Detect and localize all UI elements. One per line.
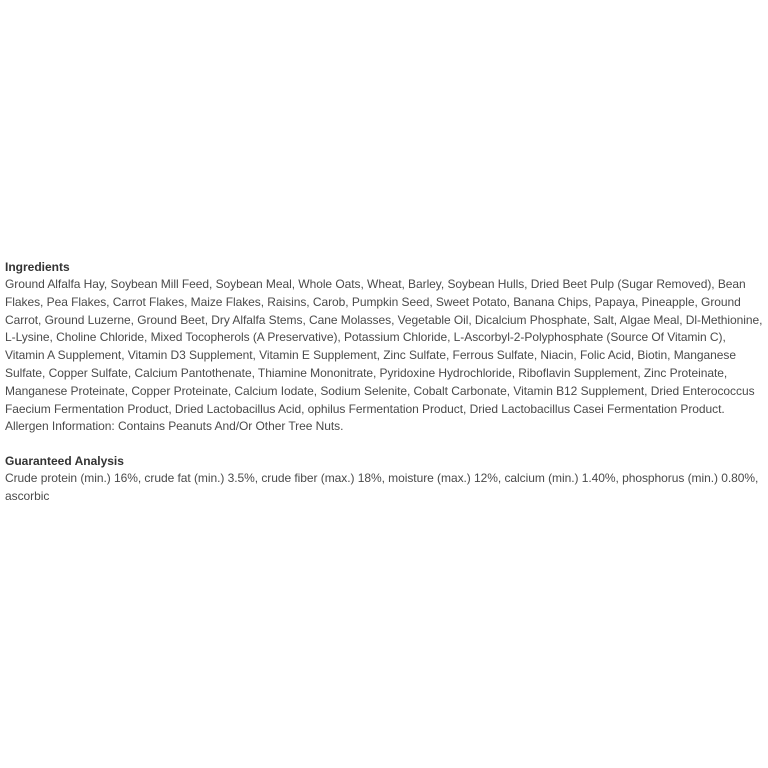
guaranteed-analysis-heading: Guaranteed Analysis [5,454,124,469]
guaranteed-analysis-text: Crude protein (min.) 16%, crude fat (min.) 3.5%, crude fiber (max.) 18%, moisture (max.) 12%, calcium (min.) 1.40%, phosphorus (min.) 0.80%, ascorbic [5,471,759,503]
ingredients-heading: Ingredients [5,260,70,274]
ingredients-text: Ground Alfalfa Hay, Soybean Mill Feed, Soybean Meal, Whole Oats, Wheat, Barley, Soybean Hulls, Dried Beet Pulp (Sugar Removed), Bean Flakes, Pea Flakes, Carrot Flakes, Maize Flakes, Raisins, Carob, Pumpkin Seed, Sweet Potato, Banana Chips, Papaya, Pineapple, Ground Carrot, Ground Luzerne, Ground Beet, Dry Alfalfa Stems, Cane Molasses, Vegetable Oil, Dicalcium Phosphate, Salt, Algae Meal, Dl-Methionine, L-Lysine, Choline Chloride, Mixed Tocopherols (A Preservative), Potassium Chloride, L-Ascorbyl-2-Polyphosphate (Source Of Vitamin C), Vitamin A Supplement, Vitamin D3 Supplement, Vitamin E Supplement, Zinc Sulfate, Ferrous Sulfate, Niacin, Folic Acid, Biotin, Manganese Sulfate, Copper Sulfate, Calcium Pantothenate, Thiamine Mononitrate, Pyridoxine Hydrochloride, Riboflavin Supplement, Zinc Proteinate, Manganese Proteinate, Copper Proteinate, Calcium Iodate, Sodium Selenite, Cobalt Carbonate, Vitamin B12 Supplement, Dried Enterococcus Faecium Fermentation Product, Dried Lactobacillus Acid, ophilus Fermentation Product, Dried Lactobacillus Casei Fermentation Product. Allergen Information: Contains Peanuts And/Or Other Tree Nuts. [5,277,763,434]
ingredients-section [5,258,765,436]
section-spacer [5,436,765,452]
guaranteed-analysis-section [5,452,765,506]
product-details [5,258,765,506]
